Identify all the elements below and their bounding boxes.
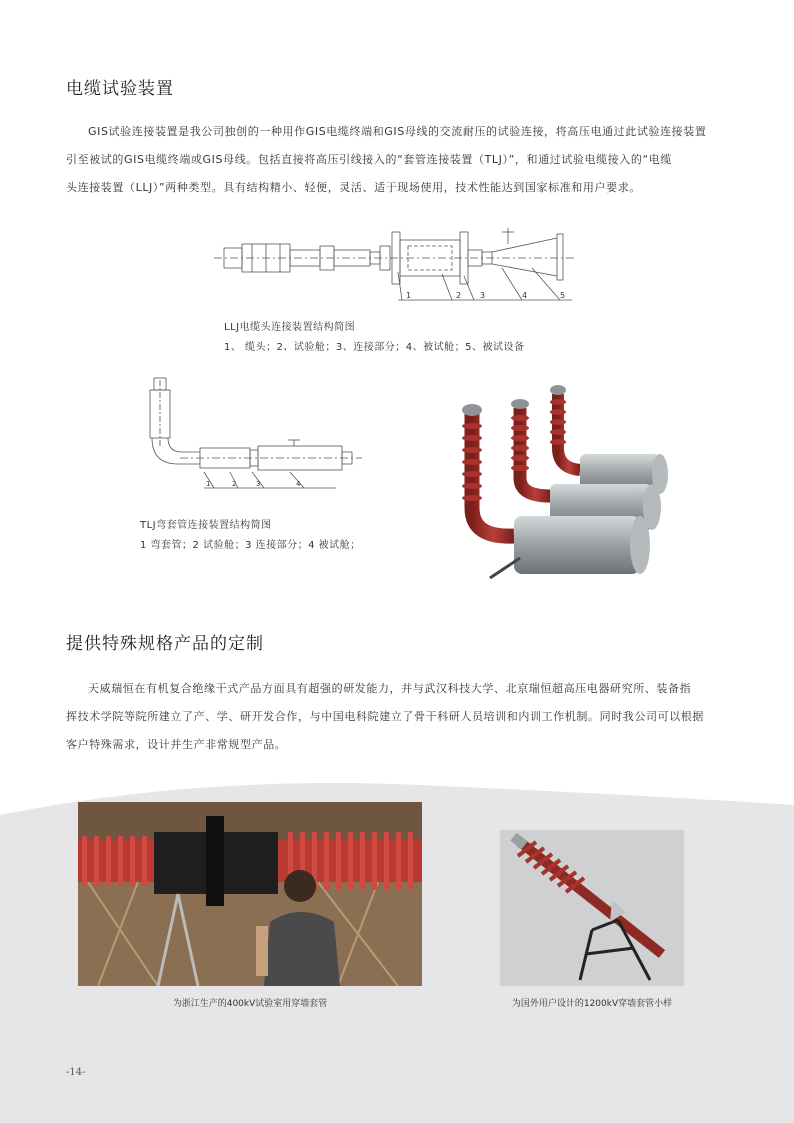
page-number: -14- — [66, 1067, 86, 1078]
llj-structure-diagram — [212, 224, 582, 306]
callout-1: 1 — [406, 291, 412, 300]
section1-paragraph — [66, 118, 746, 202]
section2-paragraph — [66, 675, 746, 759]
paragraph-line: GIS试验连接装置是我公司独创的一种用作GIS电缆终端和GIS母线的交流耐压的试验连接，将高压电通过此试验连接装置 — [88, 125, 707, 138]
llj-caption-parts: 1、 缆头；2、试验舱；3、连接部分；4、被试舱；5、被试设备 — [224, 342, 525, 353]
callout-4: 4 — [522, 291, 528, 300]
paragraph-line: 挥技术学院等院所建立了产、学、研开发合作，与中国电科院建立了骨干科研人员培训和内训工作机制。同时我公司可以根据 — [66, 710, 704, 723]
paragraph-line: 客户特殊需求，设计并生产非常规型产品。 — [66, 738, 287, 751]
tlj-caption — [140, 516, 361, 556]
callout-2: 2 — [456, 291, 462, 300]
callout-3: 3 — [256, 480, 261, 488]
callout-4: 4 — [296, 480, 301, 488]
section-title-cable-test: 电缆试验装置 — [66, 79, 174, 99]
tlj-product-photo — [450, 378, 680, 594]
paragraph-line: 引至被试的GIS电缆终端或GIS母线。包括直接将高压引线接入的“套管连接装置（TLJ）”，和通过试验电缆接入的“电缆 — [66, 153, 672, 166]
callout-1: 1 — [206, 480, 211, 488]
llj-caption-title: LLJ电缆头连接装置结构简图 — [224, 322, 356, 333]
callout-3: 3 — [480, 291, 486, 300]
tlj-caption-parts: 1 弯套管；2 试验舱；3 连接部分；4 被试舱； — [140, 540, 361, 551]
photo-400kv-bushing — [78, 802, 422, 986]
tlj-structure-diagram — [140, 376, 370, 500]
right-photo-caption: 为国外用户设计的1200kV穿墙套管小样 — [511, 999, 673, 1009]
callout-5: 5 — [560, 291, 566, 300]
llj-caption — [224, 318, 525, 358]
paragraph-line: 天威瑞恒在有机复合绝缘干式产品方面具有超强的研发能力，并与武汉科技大学、北京瑞恒超高压电器研究所、装备指 — [88, 682, 692, 695]
paragraph-line: 头连接装置（LLJ）”两种类型。具有结构精小、轻便，灵活、适于现场使用，技术性能达到国家标准和用户要求。 — [66, 181, 641, 194]
tlj-caption-title: TLJ弯套管连接装置结构简图 — [140, 520, 272, 531]
section-title-custom-products: 提供特殊规格产品的定制 — [66, 634, 264, 654]
photo-1200kv-bushing-sample — [500, 830, 684, 986]
callout-2: 2 — [232, 480, 237, 488]
left-photo-caption: 为浙江生产的400kV试验室用穿墙套管 — [172, 999, 328, 1009]
